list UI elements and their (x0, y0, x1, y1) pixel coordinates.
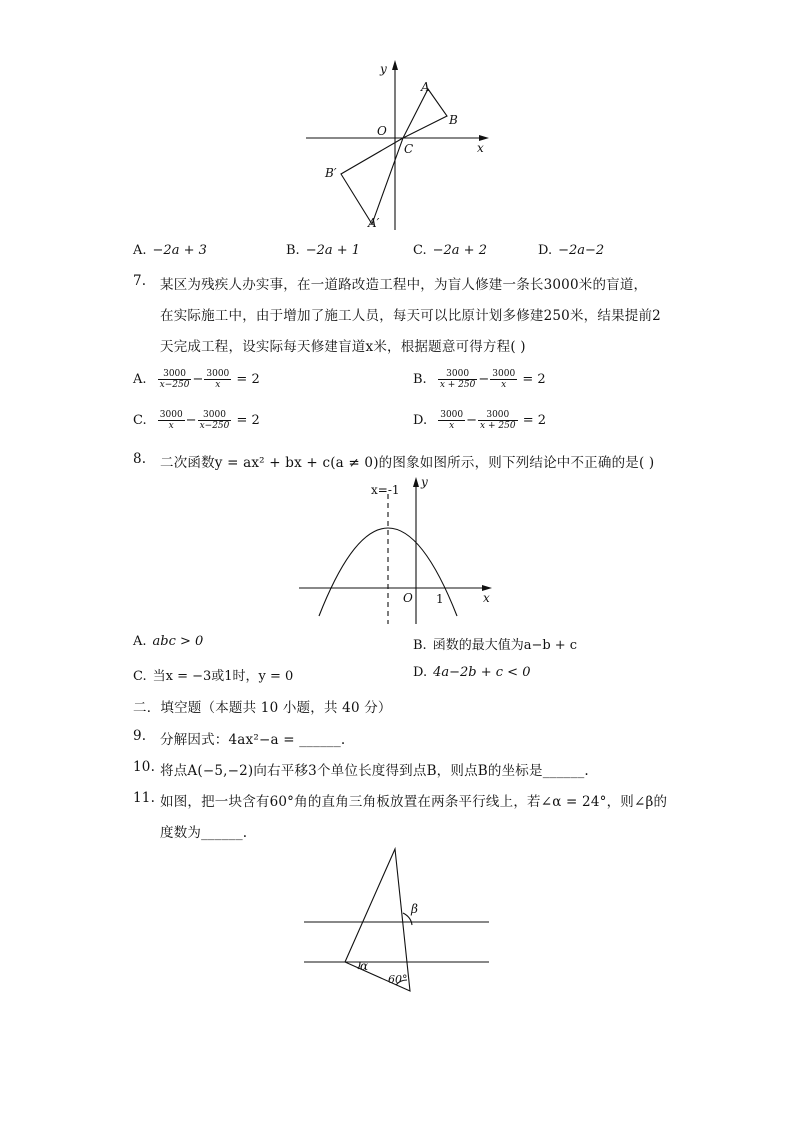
label-o: O (377, 124, 387, 138)
q6-option-a[interactable]: A. −2a + 3 (133, 243, 207, 258)
label-x: x (477, 141, 484, 155)
label-sixty-degrees: 60° (388, 973, 408, 986)
q6-option-d[interactable]: D. −2a−2 (538, 243, 605, 258)
label-alpha: α (360, 959, 369, 973)
q8-option-d[interactable]: D. 4a−2b + c < 0 (413, 665, 531, 680)
y-axis-arrow (392, 60, 398, 70)
label-y: y (421, 475, 428, 489)
q7-stem-line3: 天完成工程，设实际每天修建盲道x米，根据题意可得方程( ) (160, 339, 526, 355)
label-a-prime: A′ (368, 216, 380, 230)
q8-stem: 二次函数y = ax² + bx + c(a ≠ 0)的图象如图所示，则下列结论中不正确的是( ) (160, 455, 655, 471)
label-beta: β (411, 902, 418, 916)
triangle-abc (403, 89, 447, 138)
figure-q6-coordinate-triangles (300, 58, 500, 236)
q8-option-a[interactable]: A. abc > 0 (133, 634, 204, 649)
label-y: y (380, 62, 387, 76)
q11-stem-line1: 如图，把一块含有60°角的直角三角板放置在两条平行线上，若∠α = 24°，则∠β的 (160, 794, 668, 810)
q11-number: 11. (133, 790, 156, 806)
q7-option-d[interactable]: D. $\frac{3000}{x}$ − $\frac{3000}{x + 250}$ = 2 (413, 410, 547, 431)
q8-number: 8. (133, 451, 147, 467)
label-a: A (421, 80, 430, 94)
q11-stem-line2: 度数为______. (160, 825, 248, 841)
q8-option-c[interactable]: C. 当x = −3或1时，y = 0 (133, 669, 294, 684)
label-one: 1 (436, 592, 444, 606)
q6-option-c[interactable]: C. −2a + 2 (413, 243, 487, 258)
y-axis-arrow (413, 477, 419, 487)
label-o: O (403, 591, 413, 605)
q7-stem-line1: 某区为残疾人办实事，在一道路改造工程中，为盲人修建一条长3000米的盲道， (160, 277, 648, 293)
label-b-prime: B′ (325, 166, 337, 180)
right-triangle (345, 849, 410, 991)
q8-option-b[interactable]: B. 函数的最大值为a−b + c (413, 638, 578, 653)
q7-number: 7. (133, 273, 147, 289)
q7-stem-line2: 在实际施工中，由于增加了施工人员，每天可以比原计划多修建250米，结果提前2 (160, 308, 661, 324)
label-x: x (483, 591, 490, 605)
q9-text: 分解因式：4ax²−a = ______. (160, 732, 346, 748)
section-2-title: 二．填空题（本题共 10 小题，共 40 分） (133, 700, 392, 716)
q10-number: 10. (133, 759, 156, 775)
q6-option-b[interactable]: B. −2a + 1 (286, 243, 361, 258)
label-axis-of-symmetry: x=-1 (371, 483, 400, 497)
q7-option-b[interactable]: B. $\frac{3000}{x + 250}$ − $\frac{3000}{x}$ = 2 (413, 369, 546, 390)
q7-option-c[interactable]: C. $\frac{3000}{x}$ − $\frac{3000}{x-250}$ = 2 (133, 410, 260, 431)
q7-option-a[interactable]: A. $\frac{3000}{x-250}$ − $\frac{3000}{x}$ = 2 (133, 369, 260, 390)
figure-q11-triangle-on-parallel-lines (300, 845, 495, 1000)
figure-q8-parabola (295, 472, 500, 627)
q9-number: 9. (133, 728, 147, 744)
label-c: C (404, 142, 414, 156)
triangle-a-prime-b-prime-c (341, 138, 403, 224)
q10-text: 将点A(−5,−2)向右平移3个单位长度得到点B，则点B的坐标是______. (160, 763, 589, 779)
label-b: B (449, 113, 458, 127)
